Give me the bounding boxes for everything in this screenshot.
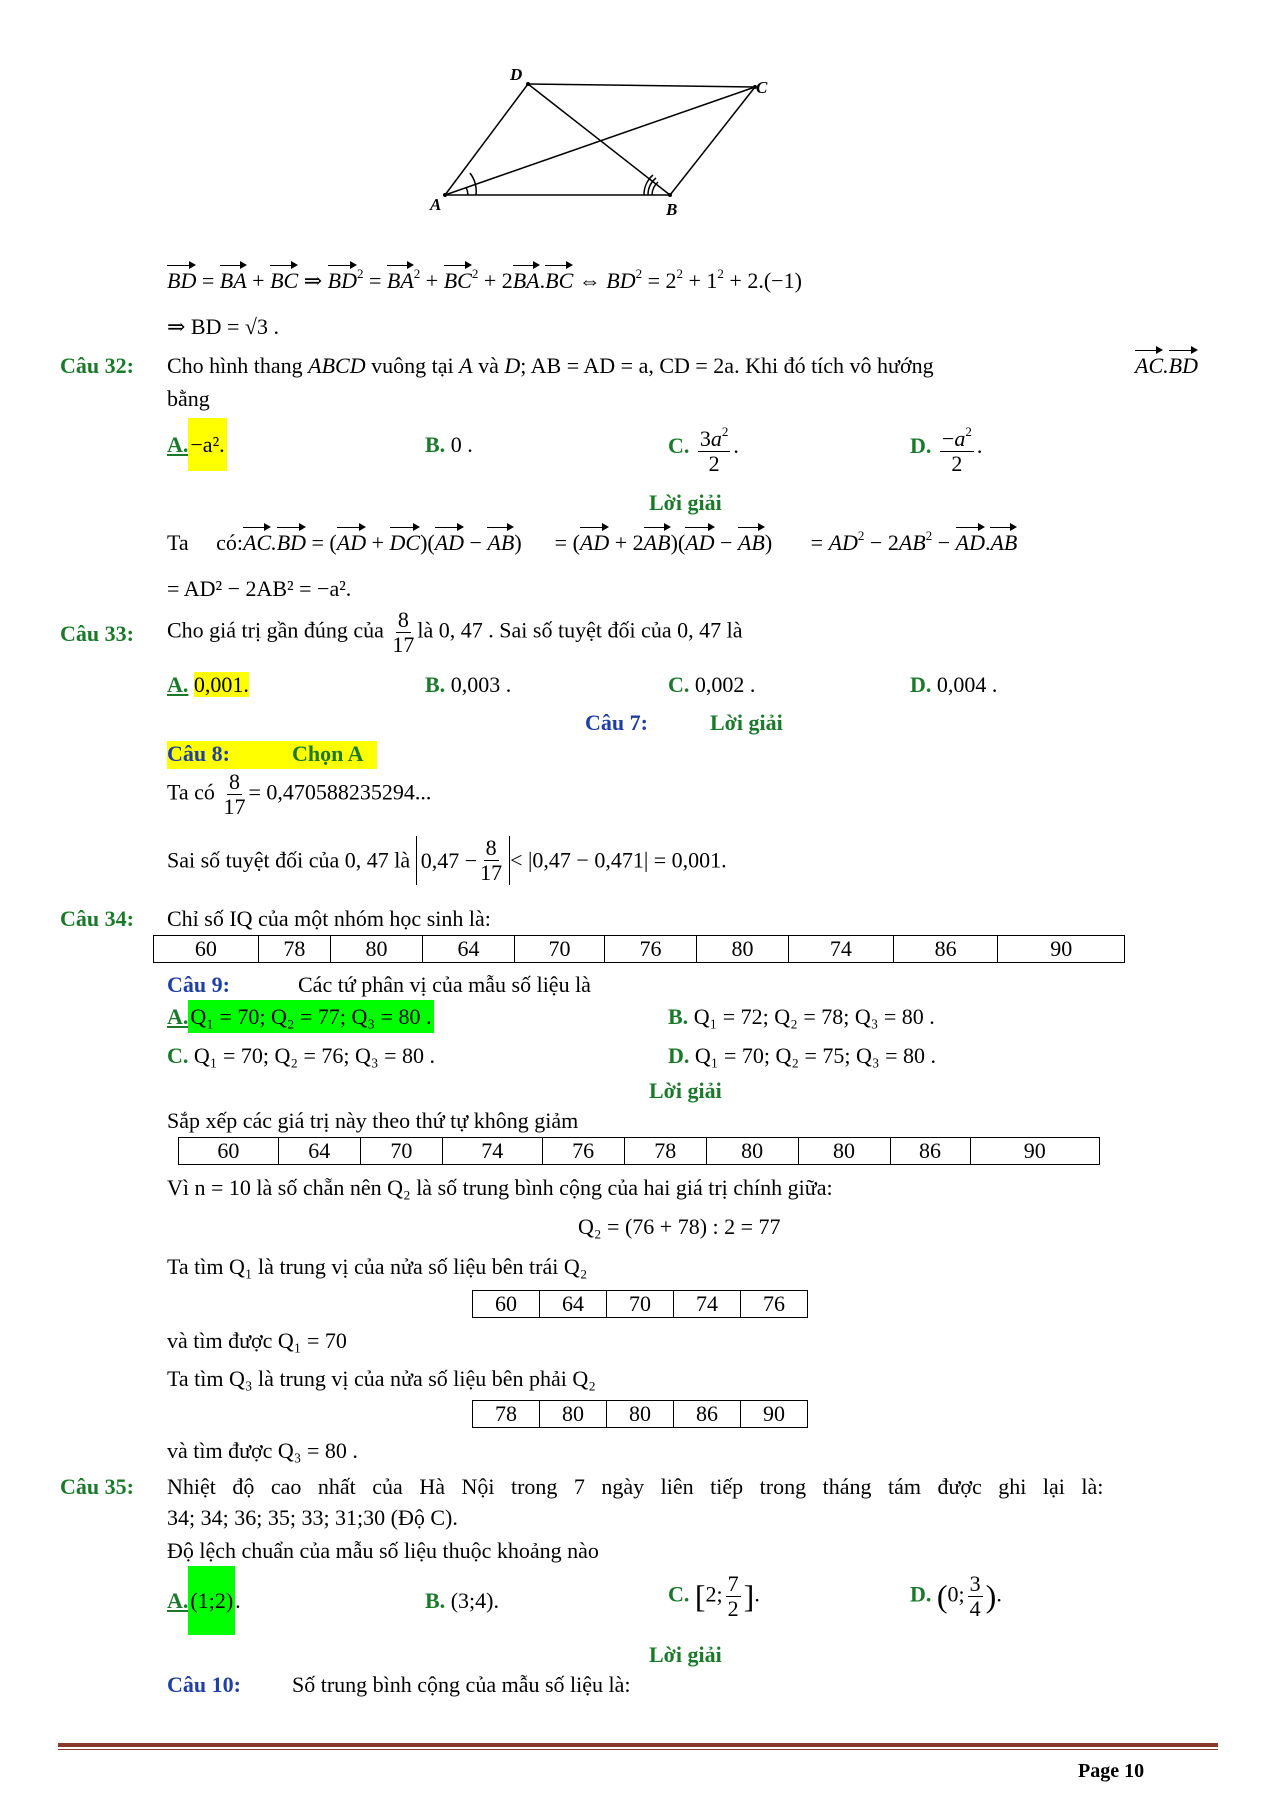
table-cell: 86	[893, 936, 998, 963]
q34-label: Câu 34:	[60, 906, 134, 931]
q33-option-b[interactable]: B. 0,003 .	[425, 672, 512, 697]
q34-option-a[interactable]: A.Q₁ = 70; Q₂ = 77; Q₃ = 80 .	[167, 1004, 434, 1030]
table-cell: 90	[970, 1138, 1099, 1165]
iq-table	[153, 935, 1125, 963]
parallelogram-figure	[420, 60, 820, 260]
q35-line3: Độ lệch chuẩn của mẫu số liệu thuộc khoảng nào	[167, 1538, 599, 1563]
q33-label: Câu 33:	[60, 621, 134, 646]
q35-option-c[interactable]: C. [2; $\frac{7}{2}$ ].	[668, 1571, 760, 1621]
table-cell: 64	[278, 1138, 360, 1165]
q32-vector-ac-bd: AC.BD	[1135, 353, 1198, 378]
table-cell: 70	[360, 1138, 442, 1165]
q33-solution-line2: Sai số tuyệt đối của 0, 47 là 0,47 − $\frac{8}{17}$ < |0,47 − 0,471| = 0,001.	[167, 835, 727, 885]
table-cell: 78	[258, 936, 330, 963]
q34-q1-find: Ta tìm Q₁ là trung vị của nửa số liệu bên trái Q₂	[167, 1254, 588, 1279]
q34-q3-result: và tìm được Q₃ = 80 .	[167, 1438, 358, 1463]
q34-q2-equation: Q₂ = (76 + 78) : 2 = 77	[578, 1214, 781, 1239]
q32-option-b[interactable]: B. 0 .	[425, 432, 473, 457]
table-cell: 70	[514, 936, 604, 963]
q32-solution-line1: Ta có:AC.BD = (AD + DC)(AD − AB) = (AD + 2AB)(AD − AB) = $AD^2 - 2AB^2 - AD.AB$	[167, 528, 1018, 555]
q34-sort-text: Sắp xếp các giá trị này theo thứ tự không giảm	[167, 1108, 579, 1133]
table-cell: 80	[540, 1401, 607, 1428]
table-cell: 90	[998, 936, 1125, 963]
footer-rule	[58, 1743, 1218, 1747]
table-cell: 76	[542, 1138, 624, 1165]
cau7-label: Câu 7:	[585, 710, 648, 735]
q33-option-c[interactable]: C. 0,002 .	[668, 672, 756, 697]
left-half-table	[472, 1290, 808, 1318]
vertex-c-label: C	[756, 78, 768, 97]
q34-q3-find: Ta tìm Q₃ là trung vị của nửa số liệu bên phải Q₂	[167, 1366, 596, 1391]
q35-line1: Nhiệt độ cao nhất của Hà Nội trong 7 ngày liên tiếp trong tháng tám được ghi lại là:	[167, 1474, 1104, 1499]
page-number: Page 10	[1078, 1760, 1145, 1782]
sorted-table	[178, 1137, 1100, 1165]
q33-option-a[interactable]: A. 0,001.	[167, 672, 249, 697]
table-cell: 60	[179, 1138, 279, 1165]
cau8-chon-a: Câu 8: Chọn A	[167, 741, 377, 769]
table-cell: 78	[624, 1138, 706, 1165]
table-cell: 80	[706, 1138, 798, 1165]
table-cell: 64	[540, 1291, 607, 1318]
table-cell: 64	[423, 936, 515, 963]
q34-q1-result: và tìm được Q₁ = 70	[167, 1328, 347, 1353]
table-cell: 90	[741, 1401, 808, 1428]
q34-vi-text: Vì n = 10 là số chẵn nên Q₂ là số trung bình cộng của hai giá trị chính giữa:	[167, 1175, 833, 1200]
q35-line2: 34; 34; 36; 35; 33; 31;30 (Độ C).	[167, 1505, 458, 1530]
prev-solution-line2: ⇒ BD = √3 .	[167, 314, 279, 339]
table-cell: 60	[473, 1291, 540, 1318]
table-cell: 80	[331, 936, 423, 963]
table-cell: 80	[798, 1138, 890, 1165]
vertex-d-label: D	[510, 65, 523, 84]
cau9-text: Các tứ phân vị của mẫu số liệu là	[298, 972, 591, 997]
q33-solution-line1: Ta có $\frac{8}{17}$ = 0,470588235294...	[167, 769, 432, 819]
q35-option-a[interactable]: A.(1;2).	[167, 1588, 241, 1614]
footer-rule-thin	[58, 1749, 1218, 1750]
q32-label: Câu 32:	[60, 353, 134, 378]
q35-option-d[interactable]: D. (0; $\frac{3}{4}$ ).	[910, 1571, 1002, 1621]
q32-option-c[interactable]: C. $\frac{3a^2}{2}$ .	[668, 420, 739, 476]
table-cell: 74	[442, 1138, 542, 1165]
q32-option-a-letter: A.	[167, 432, 189, 457]
cau10-text: Số trung bình cộng của mẫu số liệu là:	[292, 1672, 631, 1697]
cau10-label: Câu 10:	[167, 1672, 241, 1697]
table-cell: 80	[696, 936, 788, 963]
q34-option-d[interactable]: D. Q₁ = 70; Q₂ = 75; Q₃ = 80 .	[668, 1043, 937, 1068]
table-cell: 86	[674, 1401, 741, 1428]
q34-text: Chỉ số IQ của một nhóm học sinh là:	[167, 906, 491, 931]
q34-option-b[interactable]: B. Q₁ = 72; Q₂ = 78; Q₃ = 80 .	[668, 1004, 935, 1029]
table-cell: 74	[674, 1291, 741, 1318]
q33-solution-title: Lời giải	[710, 710, 783, 735]
table-cell: 76	[604, 936, 696, 963]
prev-solution-line1: BD = BA + BC ⇒ $BD^2 = BA^2 + BC^2 + 2BA.BC$ ⇔ $BD^2 = 2^2 + 1^2 + 2.(-1)$	[167, 266, 802, 293]
q35-solution-title: Lời giải	[649, 1642, 722, 1667]
q34-option-c[interactable]: C. Q₁ = 70; Q₂ = 76; Q₃ = 80 .	[167, 1043, 436, 1068]
table-cell: 74	[788, 936, 893, 963]
vertex-b-label: B	[666, 200, 678, 219]
q35-label: Câu 35:	[60, 1474, 134, 1499]
q35-option-b[interactable]: B. (3;4).	[425, 1588, 499, 1613]
q32-option-a-value: −a².	[188, 418, 226, 471]
q32-text: Cho hình thang ABCD vuông tại A và D; AB = AD = a, CD = 2a. Khi đó tích vô hướng	[167, 353, 934, 378]
q33-text: Cho giá trị gần đúng của $\frac{8}{17}$ là 0, 47 . Sai số tuyệt đối của 0, 47 là	[167, 607, 743, 657]
table-cell: 78	[473, 1401, 540, 1428]
vertex-a-label: A	[430, 195, 442, 214]
q33-option-d[interactable]: D. 0,004 .	[910, 672, 998, 697]
q32-option-d[interactable]: D. $\frac{-a^2}{2}$ .	[910, 420, 982, 476]
table-cell: 70	[607, 1291, 674, 1318]
q32-solution-title: Lời giải	[649, 490, 722, 515]
cau9-label: Câu 9:	[167, 972, 230, 997]
q32-solution-line2: = AD² − 2AB² = −a².	[167, 576, 352, 601]
table-cell: 80	[607, 1401, 674, 1428]
q34-solution-title: Lời giải	[649, 1078, 722, 1103]
table-cell: 76	[741, 1291, 808, 1318]
table-cell: 60	[154, 936, 259, 963]
right-half-table	[472, 1400, 808, 1428]
q32-text-bang: bằng	[167, 386, 210, 411]
table-cell: 86	[890, 1138, 970, 1165]
q32-option-a[interactable]	[167, 432, 227, 458]
